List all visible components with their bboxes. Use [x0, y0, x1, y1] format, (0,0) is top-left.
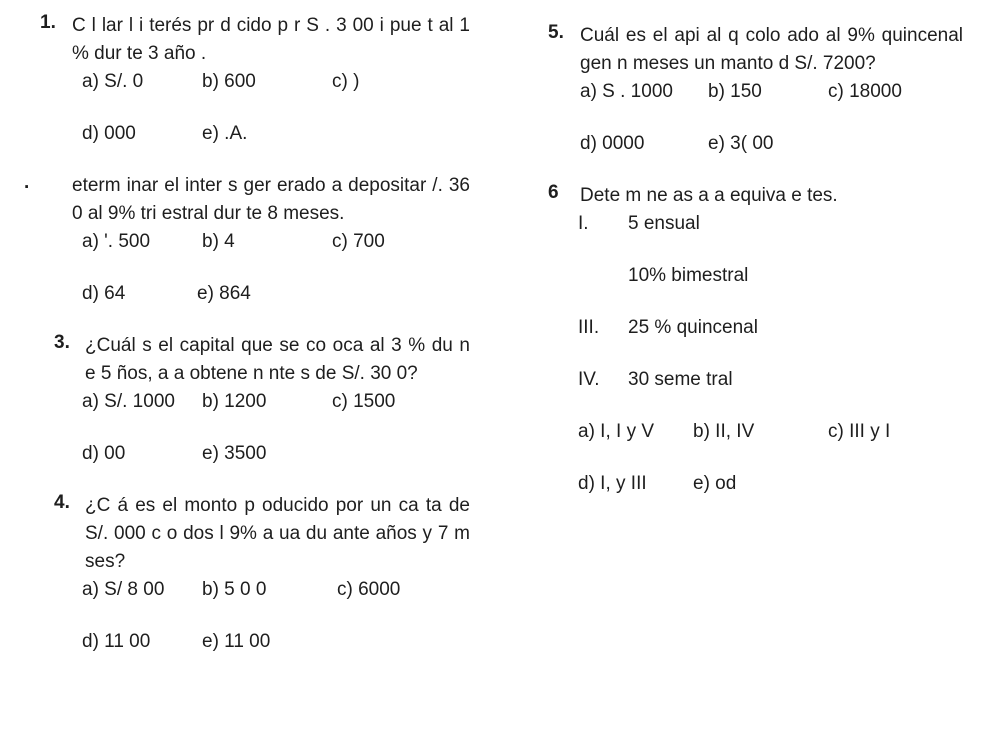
options-row	[580, 130, 963, 158]
question-text: ¿Cuál s el capital que se co oca al 3 % du n e 5 ños, a a obtene n nte s de S/. 30 0?	[85, 335, 470, 384]
option-d: d) 64	[82, 283, 126, 304]
roman-numeral: I.	[578, 213, 589, 234]
option-e: e) .A.	[202, 123, 248, 144]
option-b: b) 150	[708, 81, 762, 102]
question-3	[30, 332, 470, 468]
options-row	[578, 418, 963, 446]
options-row	[82, 576, 470, 604]
option-e: e) 3( 00	[708, 133, 774, 154]
options-row	[82, 280, 470, 308]
option-a: a) '. 500	[82, 231, 151, 252]
option-c: c) 700	[332, 231, 385, 252]
options-row	[82, 68, 470, 96]
option-b: b) 600	[202, 71, 256, 92]
option-a: a) S . 1000	[580, 81, 673, 102]
option-e: e) 864	[197, 283, 251, 304]
option-c: c) )	[332, 71, 360, 92]
option-e: e) od	[693, 473, 737, 494]
option-a: a) S/. 0	[82, 71, 144, 92]
option-b: b) 5 0 0	[202, 579, 267, 600]
right-column	[548, 22, 963, 498]
option-c: c) 18000	[828, 81, 902, 102]
question-6	[548, 182, 963, 498]
option-a: a) S/ 8 00	[82, 579, 165, 600]
question-number: .	[24, 172, 30, 193]
question-number: 1.	[40, 12, 56, 33]
list-item	[578, 262, 963, 290]
question-number: 6	[548, 182, 559, 203]
option-b: b) 4	[202, 231, 235, 252]
options-row	[82, 120, 470, 148]
question-5	[548, 22, 963, 158]
option-c: c) 1500	[332, 391, 396, 412]
question-4	[30, 492, 470, 656]
options-row	[578, 470, 963, 498]
list-item-text: 10% bimestral	[628, 265, 749, 286]
option-c: c) III y I	[828, 421, 891, 442]
option-d: d) 000	[82, 123, 136, 144]
list-item-text: 30 seme tral	[628, 369, 733, 390]
question-number: 4.	[54, 492, 70, 513]
options-row	[82, 228, 470, 256]
question-text: Dete m ne as a a equiva e tes.	[580, 185, 838, 206]
option-d: d) 0000	[580, 133, 645, 154]
list-item	[578, 210, 963, 238]
list-item-text: 25 % quincenal	[628, 317, 758, 338]
roman-numeral: IV.	[578, 369, 600, 390]
option-d: d) I, y III	[578, 473, 647, 494]
option-d: d) 11 00	[82, 631, 151, 652]
options-row	[580, 78, 963, 106]
option-c: c) 6000	[337, 579, 401, 600]
list-item	[578, 366, 963, 394]
question-number: 3.	[54, 332, 70, 353]
options-row	[82, 440, 470, 468]
list-item-text: 5 ensual	[628, 213, 700, 234]
left-column	[24, 12, 470, 656]
option-a: a) I, I y V	[578, 421, 655, 442]
option-d: d) 00	[82, 443, 126, 464]
options-row	[82, 388, 470, 416]
list-item	[578, 314, 963, 342]
option-b: b) II, IV	[693, 421, 755, 442]
question-text: eterm inar el inter s ger erado a depositar /. 36 0 al 9% tri estral dur te 8 meses.	[72, 175, 470, 224]
question-text: Cuál es el api al q colo ado al 9% quincenal gen n meses un manto d S/. 7200?	[580, 25, 963, 74]
roman-numeral: III.	[578, 317, 600, 338]
option-b: b) 1200	[202, 391, 267, 412]
question-text: ¿C á es el monto p oducido por un ca ta de S/. 000 c o dos l 9% a ua du ante años y 7 m ses?	[85, 495, 470, 572]
question-number: 5.	[548, 22, 564, 43]
option-a: a) S/. 1000	[82, 391, 175, 412]
options-row	[82, 628, 470, 656]
question-2	[24, 172, 470, 308]
question-1	[30, 12, 470, 148]
question-text: C l lar l i terés pr d cido p r S . 3 00 i pue t al 1 % dur te 3 año .	[72, 15, 470, 64]
option-e: e) 3500	[202, 443, 267, 464]
option-e: e) 11 00	[202, 631, 271, 652]
